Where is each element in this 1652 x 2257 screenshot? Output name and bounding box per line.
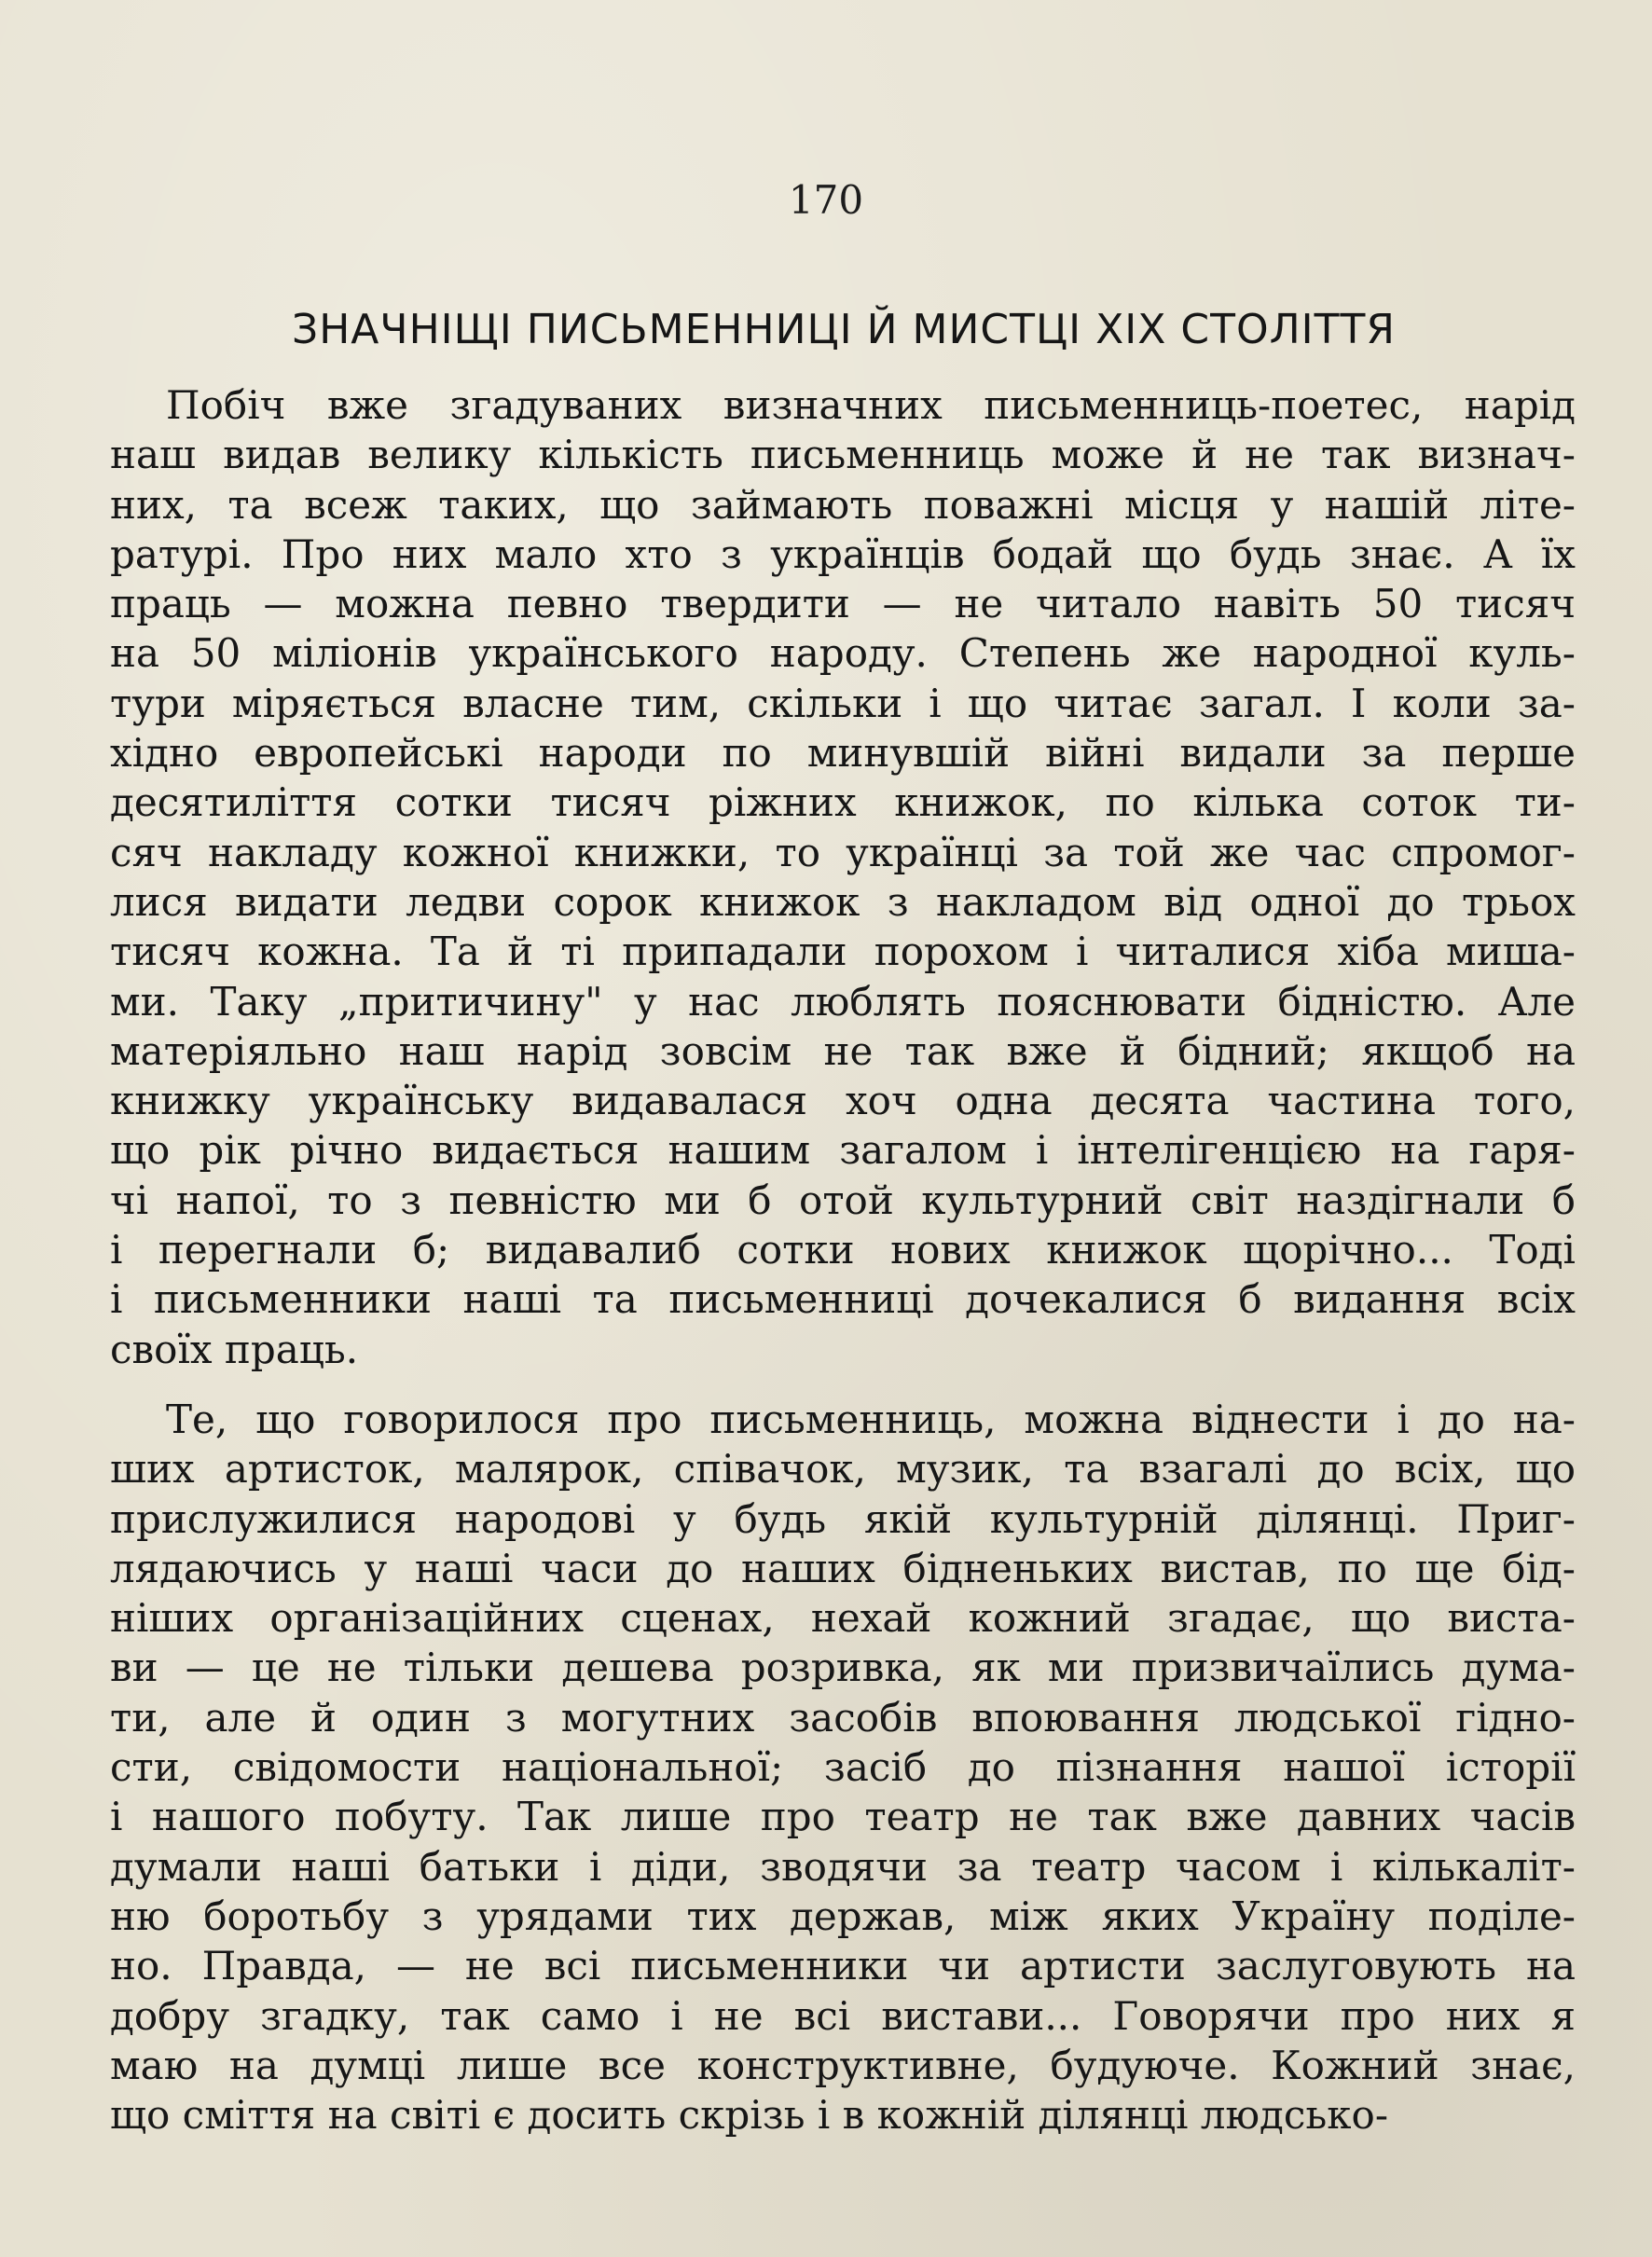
text-line: наш видав велику кількість письменниць може й не так визнач- (110, 432, 1576, 478)
text-line: ніших організаційних сценах, нехай кожний згадає, що виста- (110, 1595, 1576, 1642)
text-line: книжку українську видавалася хоч одна десята частина того, (110, 1078, 1576, 1124)
text-line: і нашого побуту. Так лише про театр не так вже давних часів (110, 1794, 1576, 1840)
text-line: Побіч вже згадуваних визначних письменниць-поетес, нарід (166, 382, 1576, 428)
text-line: матеріяльно наш нарід зовсім не так вже й бідний; якщоб на (110, 1027, 1576, 1074)
text-line: тури міряється власне тим, скільки і що читає загал. І коли за- (110, 680, 1576, 726)
text-line: десятиліття сотки тисяч ріжних книжок, по кілька соток ти- (110, 779, 1576, 826)
text-line: ню боротьбу з урядами тих держав, між яких Україну поділе- (110, 1892, 1576, 1939)
body-text (110, 380, 1576, 2140)
text-line: ми. Таку „притичину" у нас люблять пояснювати бідністю. Але (110, 978, 1576, 1025)
paragraph-gap (110, 1374, 1576, 1395)
text-line: і письменники наші та письменниці дочекалися б видання всіх (110, 1276, 1576, 1323)
text-line: маю на думці лише все конструктивне, будуюче. Кожний знає, (110, 2042, 1576, 2088)
text-line: своїх праць. (110, 1326, 359, 1372)
chapter-heading: ЗНАЧНІЩІ ПИСЬМЕННИЦІ Й МИСТЦІ XIX СТОЛІТТЯ (292, 306, 1396, 353)
text-line: ших артисток, малярок, співачок, музик, та взагалі до всіх, що (110, 1446, 1576, 1493)
text-line: ви — це не тільки дешева розривка, як ми призвичаїлись дума- (110, 1645, 1576, 1691)
text-line: чі напої, то з певністю ми б отой культурний світ наздігнали б (110, 1177, 1576, 1223)
text-line: них, та всеж таких, що займають поважні місця у нашій літе- (110, 481, 1576, 528)
text-line: Те, що говорилося про письменниць, можна віднести і до на- (166, 1396, 1576, 1442)
text-line: ти, але й один з могутних засобів впоювання людської гідно- (110, 1694, 1576, 1741)
paragraph (110, 380, 1576, 1374)
text-line: і перегнали б; видавалиб сотки нових книжок щорічно... Тоді (110, 1227, 1576, 1273)
text-line: що сміття на світі є досить скрізь і в кожній ділянці людсько- (110, 2092, 1389, 2139)
paragraph (110, 1395, 1576, 2140)
text-line: що рік річно видається нашим загалом і інтелігенцією на гаря- (110, 1127, 1576, 1174)
text-line: праць — можна певно твердити — не читало навіть 50 тисяч (110, 581, 1576, 627)
text-line: добру згадку, так само і не всі вистави... Говорячи про них я (110, 1992, 1576, 2039)
text-line: лядаючись у наші часи до наших бідненьких вистав, по ще бід- (110, 1545, 1576, 1591)
text-line: думали наші батьки і діди, зводячи за театр часом і кількаліт- (110, 1843, 1576, 1890)
text-line: ратурі. Про них мало хто з українців бодай що будь знає. А їх (110, 530, 1576, 577)
text-line: тисяч кожна. Та й ті припадали порохом і читалися хіба миша- (110, 929, 1576, 975)
text-line: хідно европейські народи по минувшій війні видали за перше (110, 730, 1576, 777)
text-line: лися видати ледви сорок книжок з накладом від одної до трьох (110, 878, 1576, 925)
page-number: 170 (788, 177, 864, 223)
text-line: сяч накладу кожної книжки, то українці за той же час спромог- (110, 829, 1576, 875)
text-line: но. Правда, — не всі письменники чи артисти заслуговують на (110, 1943, 1576, 1989)
text-line: сти, свідомости національної; засіб до пізнання нашої історії (110, 1744, 1576, 1791)
text-line: на 50 міліонів українського народу. Степень же народної куль- (110, 630, 1576, 677)
text-line: прислужилися народові у будь якій культурній ділянці. Приг- (110, 1495, 1576, 1542)
